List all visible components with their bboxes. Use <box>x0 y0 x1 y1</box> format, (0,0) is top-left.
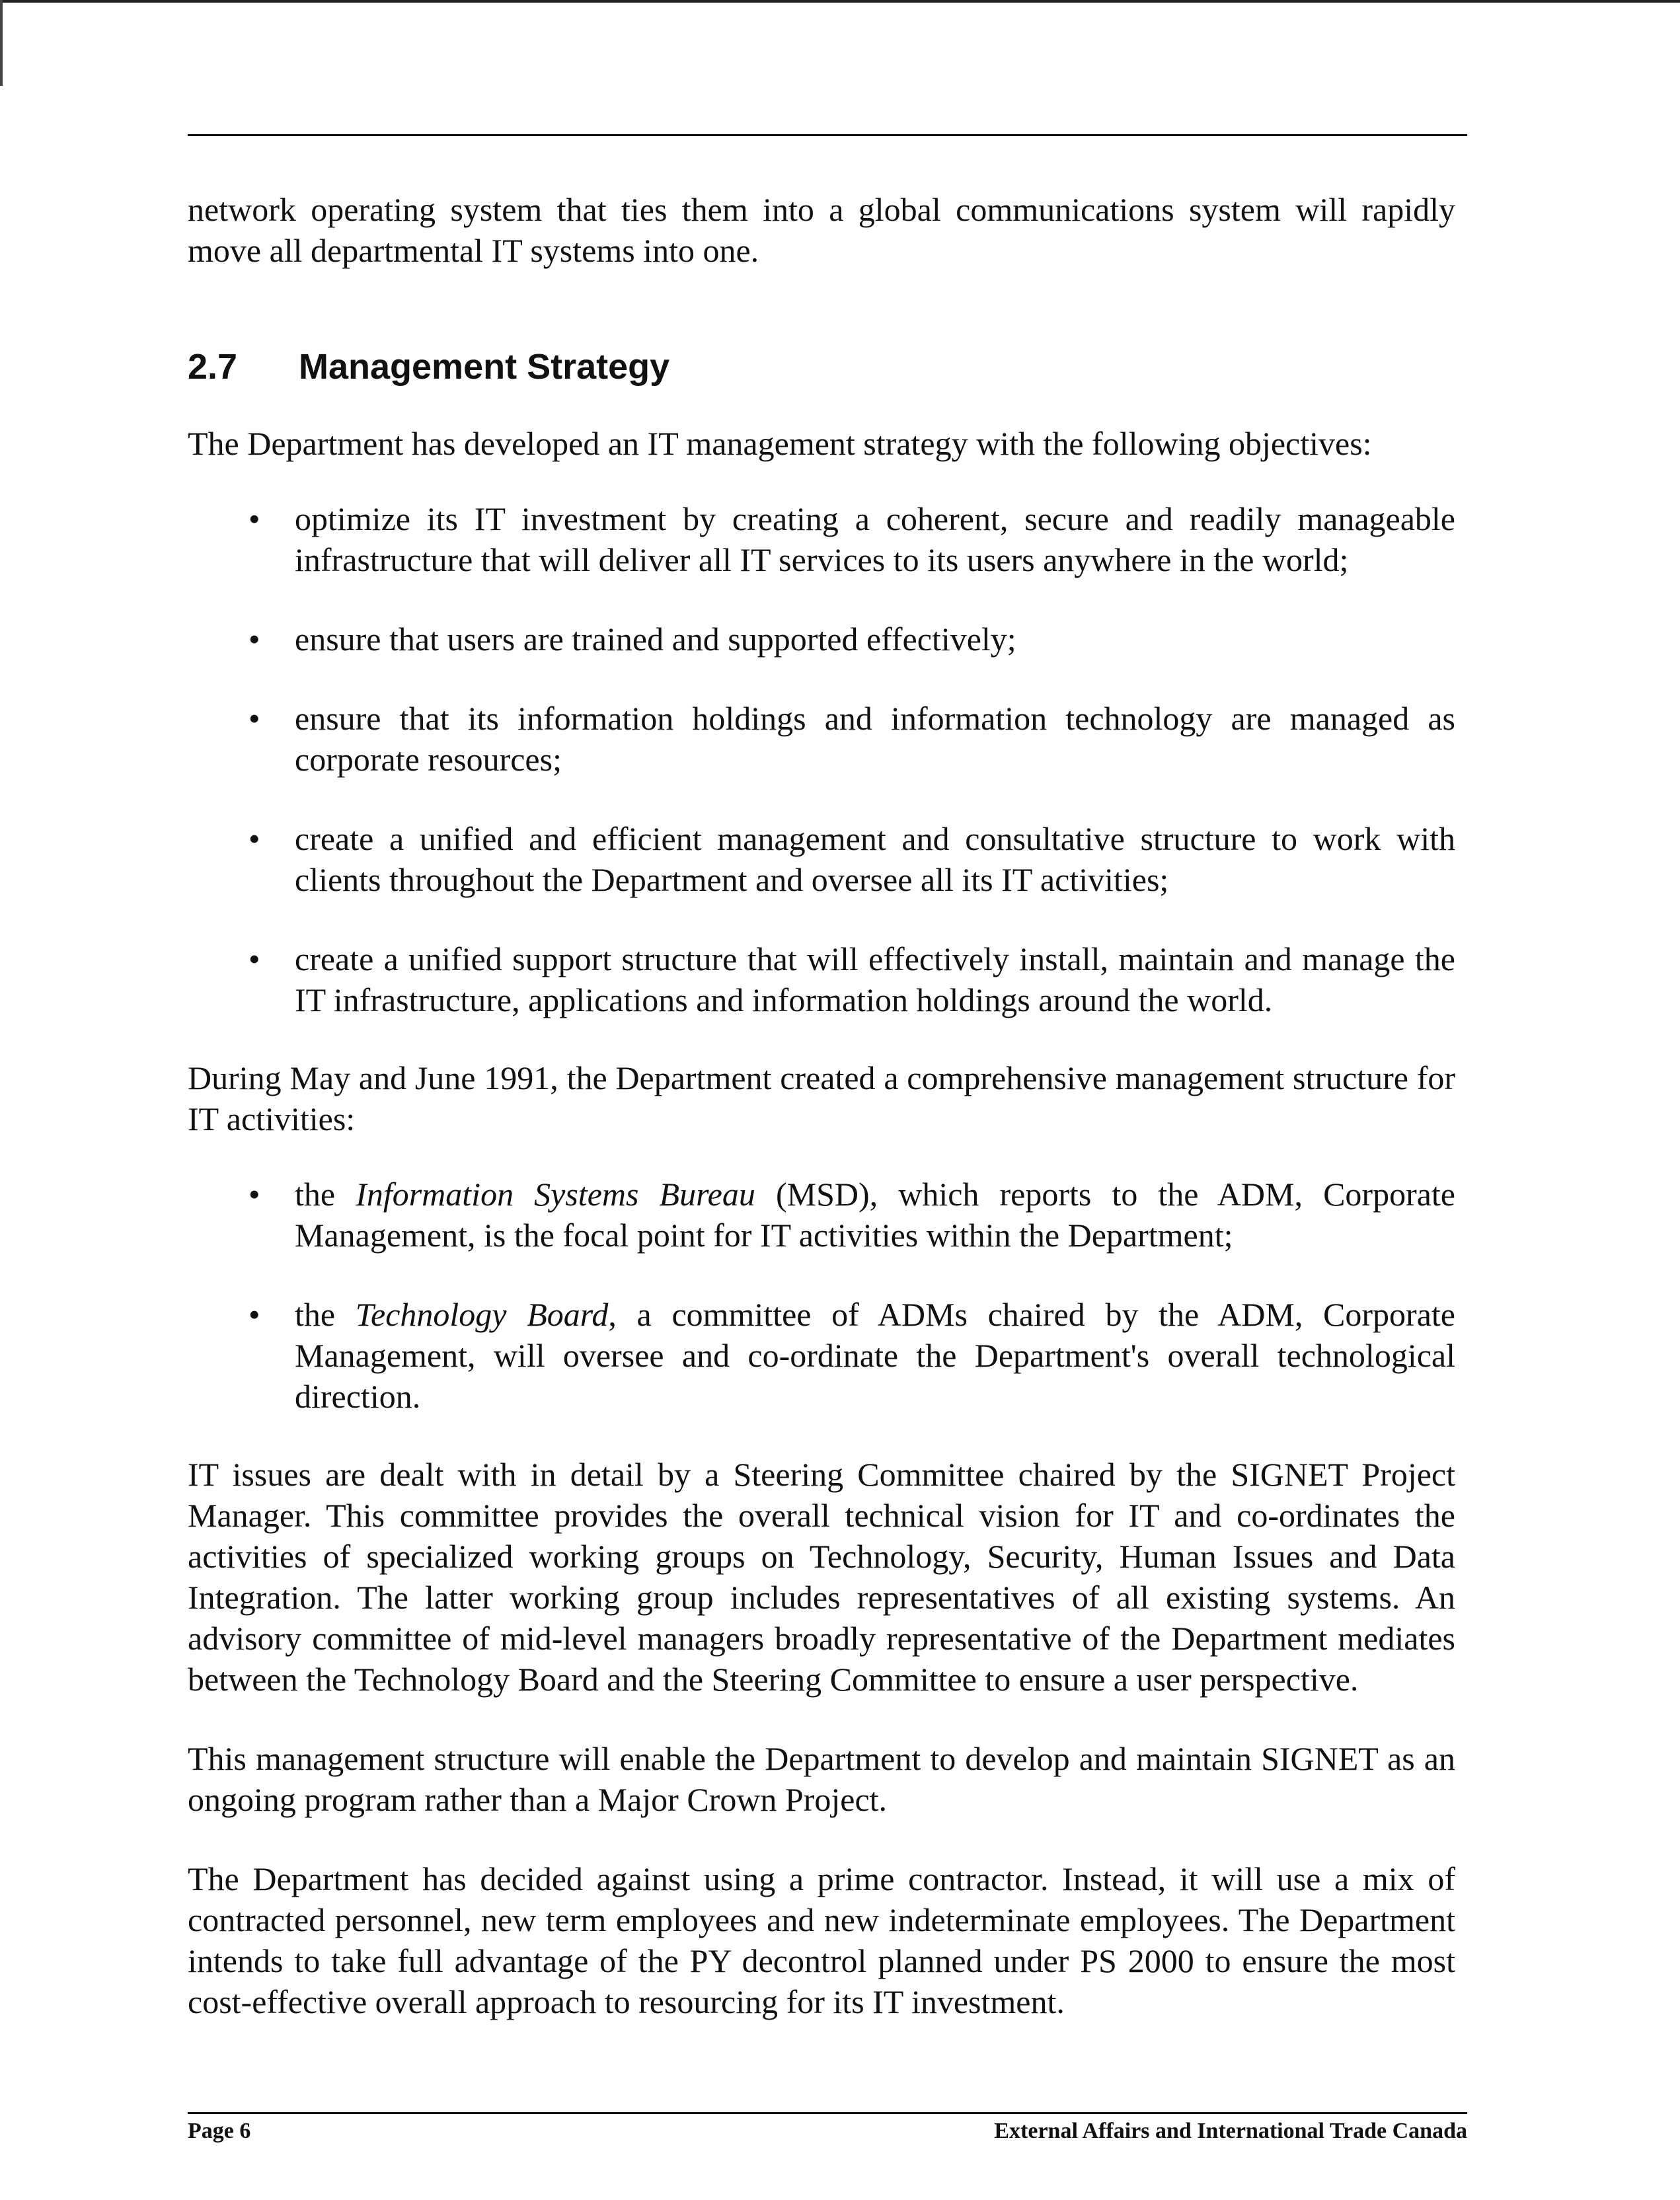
contractor-paragraph: The Department has decided against using a prime contractor. Instead, it will use a mix of contracted personnel, new term employees and new indeterminate employees. The Department intends to take full advantage of the PY decontrol planned under PS 2000 to ensure the most cost-effective overall approach to resourcing for its IT investment. <box>188 1860 1455 2020</box>
footer-rule <box>188 2112 1467 2114</box>
bullet-icon: • <box>248 500 260 537</box>
structure-list <box>188 1174 1455 1417</box>
objective-item <box>188 698 1455 780</box>
structure-prefix: the <box>295 1296 356 1333</box>
objective-text: ensure that users are trained and supported effectively; <box>295 621 1016 658</box>
objective-item <box>188 619 1455 660</box>
section-heading <box>188 344 1455 390</box>
structure-name: Technology Board <box>355 1296 609 1333</box>
objective-text: create a unified and efficient management and consultative structure to work with clients throughout the Department and oversee all its IT activities; <box>295 820 1455 898</box>
scan-left-border <box>0 0 3 86</box>
objective-text: create a unified support structure that will effectively install, maintain and manage the IT infrastructure, applications and information holdings around the world. <box>295 940 1455 1018</box>
page-number: Page 6 <box>188 2119 251 2143</box>
bullet-icon: • <box>248 820 260 857</box>
bullet-icon: • <box>248 1176 260 1213</box>
structure-description: , a committee of ADMs chaired by the ADM, Corporate Management, will oversee and co-ordinate the Department's overall technological direction. <box>295 1296 1455 1415</box>
section-title: Management Strategy <box>299 347 670 387</box>
steering-paragraph: IT issues are dealt with in detail by a Steering Committee chaired by the SIGNET Project Manager. This committee provides the overall technical vision for IT and co-ordinates the activities of specialized working groups on Technology, Security, Human Issues and Data Integration. The latter working group includes representatives of all existing systems. An advisory committee of mid-level managers broadly representative of the Department mediates between the Technology Board and the Steering Committee to ensure a user perspective. <box>188 1456 1455 1698</box>
structure-description: (MSD), which reports to the ADM, Corporate Management, is the focal point for IT activities within the Department; <box>295 1176 1455 1254</box>
structure-name: Information Systems Bureau <box>356 1176 755 1213</box>
bullet-icon: • <box>248 940 260 977</box>
scan-top-border <box>0 0 1680 3</box>
header-rule <box>188 134 1467 136</box>
objective-item <box>188 498 1455 580</box>
document-body <box>188 189 1455 2022</box>
page-footer <box>188 2119 1467 2144</box>
bullet-icon: • <box>248 621 260 658</box>
section-number: 2.7 <box>188 347 238 387</box>
structure-intro: During May and June 1991, the Department created a comprehensive management structure for IT activities: <box>188 1059 1455 1137</box>
footer-organization: External Affairs and International Trade Canada <box>994 2119 1467 2143</box>
bullet-icon: • <box>248 1296 260 1333</box>
structure-item <box>188 1174 1455 1256</box>
objective-item <box>188 818 1455 900</box>
objective-text: ensure that its information holdings and information technology are managed as corporate resources; <box>295 700 1455 778</box>
objectives-intro: The Department has developed an IT management strategy with the following objectives: <box>188 425 1372 462</box>
bullet-icon: • <box>248 700 260 737</box>
structure-prefix: the <box>295 1176 356 1213</box>
objectives-list <box>188 498 1455 1020</box>
structure-item <box>188 1294 1455 1417</box>
objective-item <box>188 938 1455 1020</box>
program-paragraph: This management structure will enable the Department to develop and maintain SIGNET as an ongoing program rather than a Major Crown Project. <box>188 1740 1455 1818</box>
opening-paragraph: network operating system that ties them into a global communications system will rapidly move all departmental IT systems into one. <box>188 191 1455 269</box>
objective-text: optimize its IT investment by creating a coherent, secure and readily manageable infrastructure that will deliver all IT services to its users anywhere in the world; <box>295 500 1455 578</box>
